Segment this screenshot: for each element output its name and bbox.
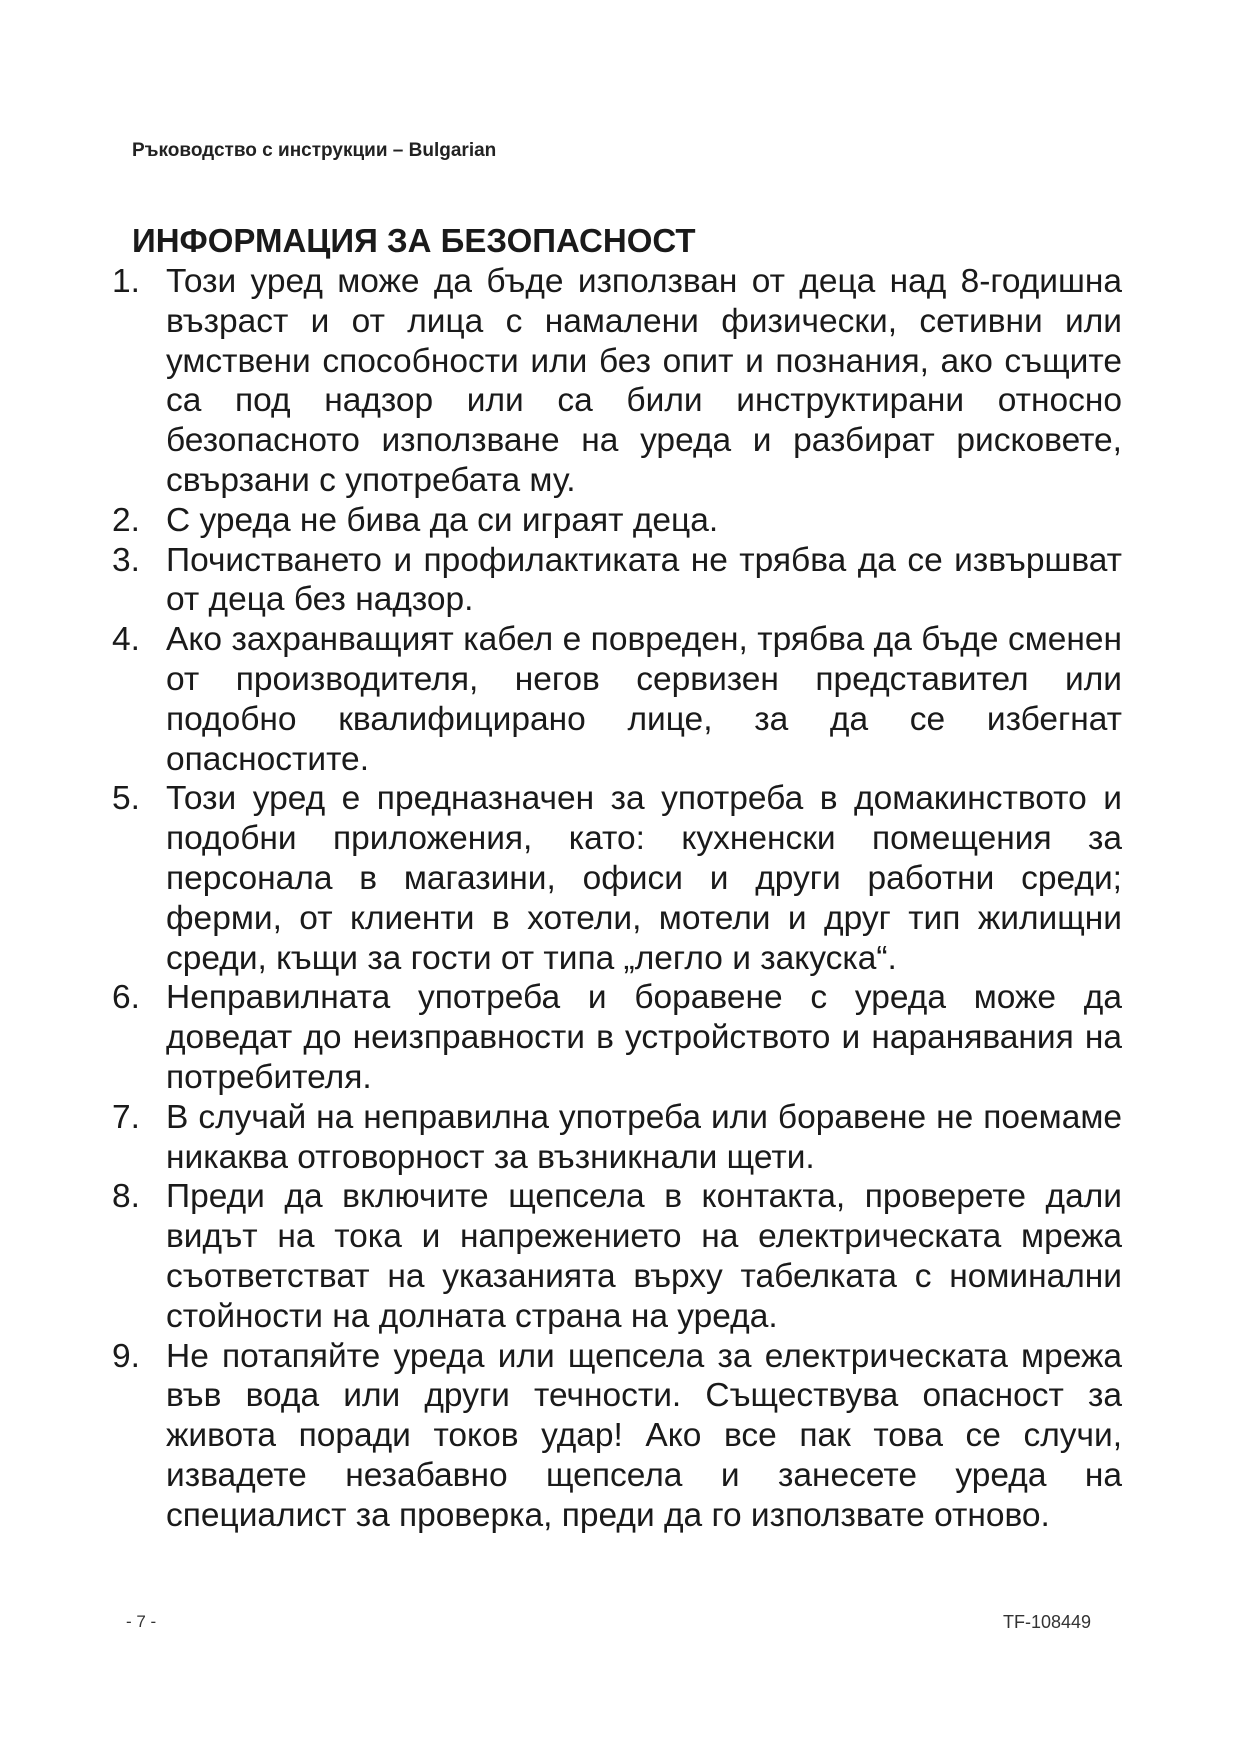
list-item xyxy=(112,779,1122,978)
item-number: 5. xyxy=(112,780,140,818)
item-text: Ако захранващият кабел е повреден, трябва да бъде сменен от производителя, негов сервизен представител или подобно квалифицирано лице, за да се избегнат опасностите. xyxy=(166,621,1122,778)
list-item xyxy=(112,620,1122,779)
list-item xyxy=(112,262,1122,501)
safety-list xyxy=(112,262,1122,1536)
item-text: Този уред е предназначен за употреба в домакинството и подобни приложения, като: кухненски помещения за персонала в магазини, офиси и други работни среди; ферми, от клиенти в хотели, мотели и друг тип жилищни среди, къщи за гости от типа „легло и закуска“. xyxy=(166,780,1122,977)
list-item xyxy=(112,501,1122,541)
list-item xyxy=(112,1177,1122,1336)
list-item xyxy=(112,1337,1122,1536)
item-number: 9. xyxy=(112,1337,140,1375)
item-number: 7. xyxy=(112,1098,140,1136)
list-item xyxy=(112,978,1122,1097)
item-text: В случай на неправилна употреба или боравене не поемаме никаква отговорност за възникнали щети. xyxy=(166,1098,1122,1176)
item-number: 3. xyxy=(112,541,140,579)
manual-header: Ръководство с инструкции – Bulgarian xyxy=(132,140,497,161)
item-text: С уреда не бива да си играят деца. xyxy=(166,501,719,539)
list-item xyxy=(112,1098,1122,1178)
item-text: Почистването и профилактиката не трябва да се извършват от деца без надзор. xyxy=(166,541,1122,619)
page-number: - 7 - xyxy=(126,1612,157,1631)
item-number: 2. xyxy=(112,501,140,539)
section-title: ИНФОРМАЦИЯ ЗА БЕЗОПАСНОСТ xyxy=(132,222,696,259)
item-text: Не потапяйте уреда или щепсела за електрическата мрежа във вода или други течности. Съществува опасност за живота поради токов удар! Ако все пак това се случи, извадете незабавно щепсела и занесете уреда на специалист за проверка, преди да го използвате отново. xyxy=(166,1337,1122,1534)
item-number: 4. xyxy=(112,621,140,659)
product-code: TF-108449 xyxy=(1003,1612,1092,1632)
item-number: 8. xyxy=(112,1178,140,1216)
item-text: Този уред може да бъде използван от деца над 8-годишна възраст и от лица с намалени физически, сетивни или умствени способности или без опит и познания, ако същите са под надзор или са били инструктирани относно безопасното използване на уреда и разбират рисковете, свързани с употребата му. xyxy=(166,263,1122,499)
item-text: Преди да включите щепсела в контакта, проверете дали видът на тока и напрежението на електрическата мрежа съответстват на указанията върху табелката с номинални стойности на долната страна на уреда. xyxy=(166,1178,1122,1335)
list-item xyxy=(112,541,1122,621)
item-text: Неправилната употреба и боравене с уреда може да доведат до неизправности в устройството и наранявания на потребителя. xyxy=(166,979,1122,1096)
item-number: 1. xyxy=(112,263,140,300)
item-number: 6. xyxy=(112,979,140,1017)
